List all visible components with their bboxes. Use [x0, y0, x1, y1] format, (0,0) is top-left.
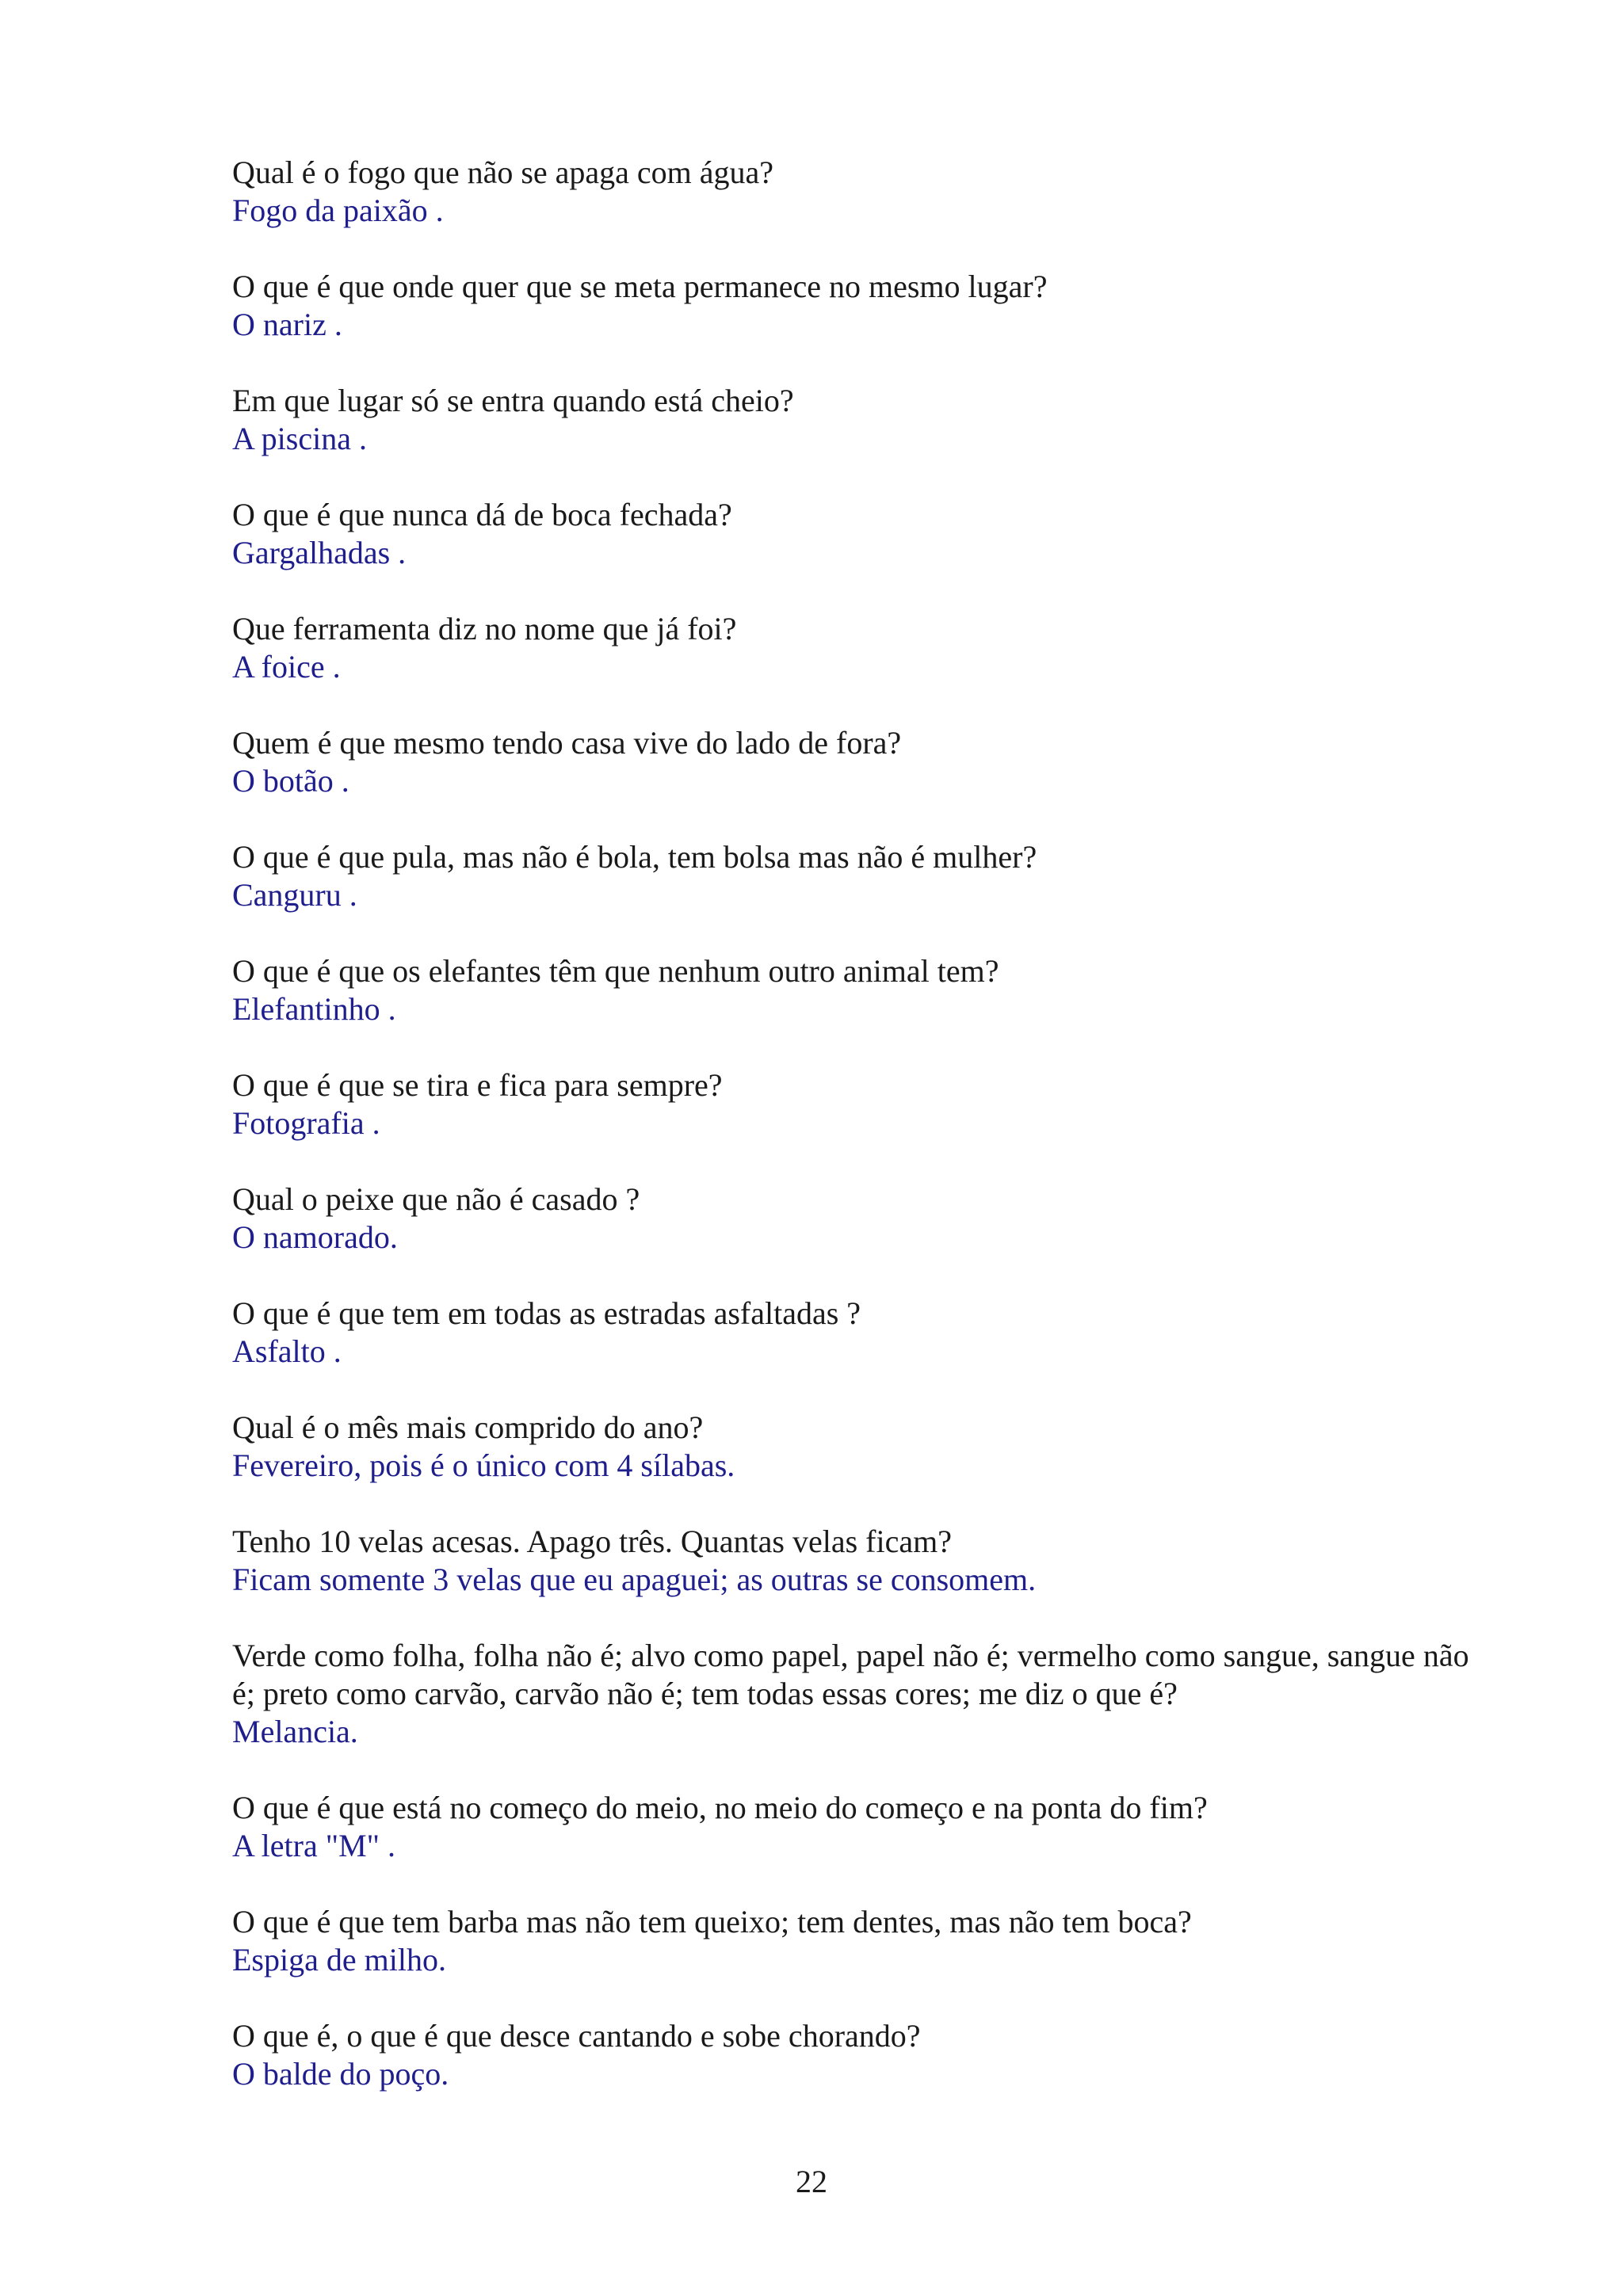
riddle-answer: Fevereiro, pois é o único com 4 sílabas. [232, 1447, 735, 1483]
riddle-question: Qual é o mês mais comprido do ano? [232, 1409, 704, 1445]
riddle-answer: Ficam somente 3 velas que eu apaguei; as outras se consomem. [232, 1562, 1037, 1597]
page-number: 22 [796, 2164, 827, 2199]
riddle-item [232, 610, 1484, 686]
riddle-answer: Gargalhadas . [232, 535, 407, 570]
riddle-question: Verde como folha, folha não é; alvo como papel, papel não é; vermelho como sangue, sangue não é; preto como carvão, carvão não é; tem todas essas cores; me diz o que é? [232, 1638, 1469, 1711]
riddle-question: Tenho 10 velas acesas. Apago três. Quantas velas ficam? [232, 1524, 952, 1559]
riddle-question: O que é que está no começo do meio, no meio do começo e na ponta do fim? [232, 1790, 1208, 1825]
riddle-answer: Espiga de milho. [232, 1942, 446, 1978]
riddle-item [232, 1903, 1484, 1979]
riddle-question: Qual o peixe que não é casado ? [232, 1181, 640, 1217]
riddle-list [232, 154, 1484, 2131]
riddle-item [232, 1789, 1484, 1865]
riddle-question: O que é que tem em todas as estradas asfaltadas ? [232, 1295, 861, 1331]
riddle-item [232, 2017, 1484, 2093]
riddle-answer: A piscina . [232, 421, 367, 456]
riddle-answer: O nariz . [232, 307, 342, 342]
riddle-answer: Fotografia . [232, 1105, 380, 1141]
riddle-question: Quem é que mesmo tendo casa vive do lado de fora? [232, 725, 902, 761]
riddle-item [232, 496, 1484, 572]
riddle-question: Que ferramenta diz no nome que já foi? [232, 611, 737, 646]
riddle-item [232, 724, 1484, 800]
riddle-answer: O namorado. [232, 1219, 398, 1255]
riddle-question: O que é que se tira e fica para sempre? [232, 1067, 723, 1103]
riddle-item [232, 1180, 1484, 1257]
riddle-question: Em que lugar só se entra quando está cheio? [232, 383, 794, 418]
riddle-item [232, 1066, 1484, 1142]
riddle-answer: O balde do poço. [232, 2056, 449, 2092]
riddle-answer: Melancia. [232, 1714, 358, 1749]
riddle-item [232, 1523, 1484, 1599]
riddle-question: Qual é o fogo que não se apaga com água? [232, 154, 774, 190]
riddle-item [232, 154, 1484, 230]
riddle-question: O que é que os elefantes têm que nenhum outro animal tem? [232, 953, 999, 989]
riddle-answer: Elefantinho . [232, 991, 396, 1027]
riddle-question: O que é que pula, mas não é bola, tem bolsa mas não é mulher? [232, 839, 1037, 875]
riddle-answer: Asfalto . [232, 1333, 342, 1369]
riddle-item [232, 952, 1484, 1028]
riddle-item [232, 1409, 1484, 1485]
riddle-item [232, 1295, 1484, 1371]
riddle-item [232, 1637, 1484, 1751]
riddle-question: O que é que nunca dá de boca fechada? [232, 497, 732, 532]
riddle-answer: O botão . [232, 763, 349, 799]
riddle-item [232, 268, 1484, 344]
riddle-question: O que é, o que é que desce cantando e sobe chorando? [232, 2018, 921, 2054]
riddle-answer: A foice . [232, 649, 341, 685]
riddle-answer: Fogo da paixão . [232, 193, 444, 228]
riddle-item [232, 838, 1484, 914]
riddle-item [232, 382, 1484, 458]
riddle-answer: Canguru . [232, 877, 357, 913]
riddle-answer: A letra "M" . [232, 1828, 395, 1863]
riddle-question: O que é que onde quer que se meta permanece no mesmo lugar? [232, 269, 1048, 304]
riddle-question: O que é que tem barba mas não tem queixo; tem dentes, mas não tem boca? [232, 1904, 1192, 1939]
